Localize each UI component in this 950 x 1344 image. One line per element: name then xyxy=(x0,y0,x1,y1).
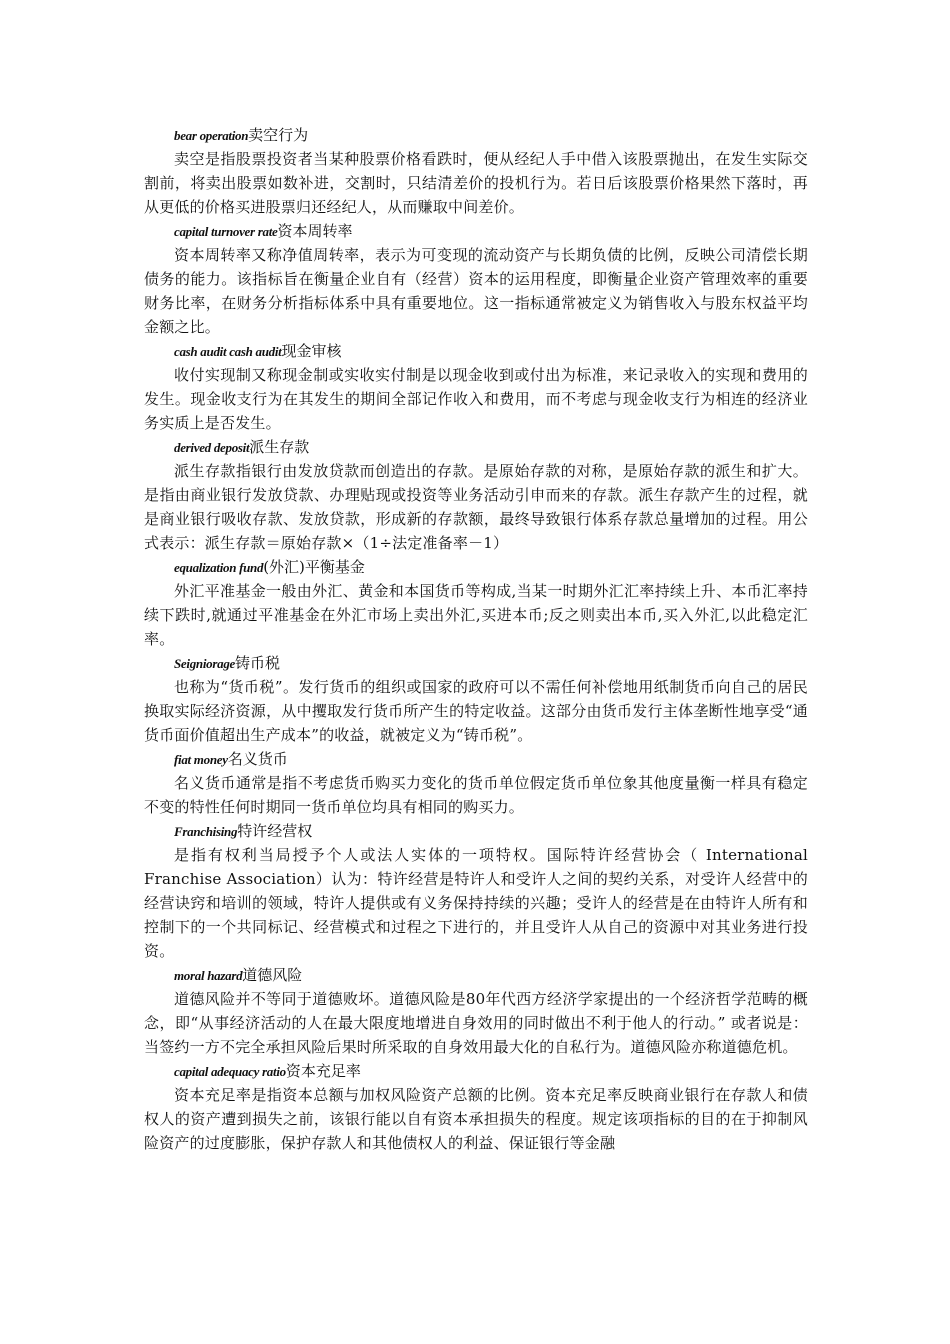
term-english: cash audit cash audit xyxy=(174,344,282,359)
term-english: derived deposit xyxy=(174,440,250,455)
term-english: bear operation xyxy=(174,128,249,143)
term-heading xyxy=(144,1059,808,1083)
glossary-entry-franchising xyxy=(144,819,808,963)
term-heading xyxy=(144,555,808,579)
glossary-content xyxy=(144,123,808,1155)
glossary-entry-seigniorage xyxy=(144,651,808,747)
term-definition: 名义货币通常是指不考虑货币购买力变化的货币单位假定货币单位象其他度量衡一样具有稳定不变的特性任何时期同一货币单位均具有相同的购买力。 xyxy=(144,774,808,816)
glossary-entry-bear-operation xyxy=(144,123,808,219)
term-english: Seigniorage xyxy=(174,656,235,671)
glossary-entry-equalization-fund xyxy=(144,555,808,651)
glossary-entry-fiat-money xyxy=(144,747,808,819)
term-chinese: 特许经营权 xyxy=(237,822,313,840)
term-heading xyxy=(144,123,808,147)
term-english: fiat money xyxy=(174,752,228,767)
glossary-entry-moral-hazard xyxy=(144,963,808,1059)
term-heading xyxy=(144,963,808,987)
glossary-entry-capital-adequacy-ratio xyxy=(144,1059,808,1155)
glossary-entry-capital-turnover-rate xyxy=(144,219,808,339)
term-english: Franchising xyxy=(174,824,238,839)
term-definition: 资本充足率是指资本总额与加权风险资产总额的比例。资本充足率反映商业银行在存款人和债权人的资产遭到损失之前，该银行能以自有资本承担损失的程度。规定该项指标的目的在于抑制风险资产的过度膨胀，保护存款人和其他债权人的利益、保证银行等金融 xyxy=(144,1086,808,1152)
term-definition: 外汇平准基金一般由外汇、黄金和本国货币等构成,当某一时期外汇汇率持续上升、本币汇率持续下跌时,就通过平准基金在外汇市场上卖出外汇,买进本币;反之则卖出本币,买入外汇,以此稳定汇率。 xyxy=(144,582,808,648)
glossary-entry-derived-deposit xyxy=(144,435,808,555)
term-definition: 派生存款指银行由发放贷款而创造出的存款。是原始存款的对称，是原始存款的派生和扩大。是指由商业银行发放贷款、办理贴现或投资等业务活动引申而来的存款。派生存款产生的过程，就是商业银行吸收存款、发放贷款，形成新的存款额，最终导致银行体系存款总量增加的过程。用公式表示：派生存款＝原始存款×（1÷法定准备率－1） xyxy=(144,462,808,552)
term-definition: 道德风险并不等同于道德败坏。道德风险是80年代西方经济学家提出的一个经济哲学范畴的概念，即“从事经济活动的人在最大限度地增进自身效用的同时做出不利于他人的行动。” 或者说是：当签约一方不完全承担风险后果时所采取的自身效用最大化的自私行为。道德风险亦称道德危机。 xyxy=(144,990,808,1056)
term-chinese: 派生存款 xyxy=(249,438,310,456)
term-heading xyxy=(144,651,808,675)
term-chinese: (外汇)平衡基金 xyxy=(263,558,365,576)
term-heading xyxy=(144,219,808,243)
term-heading xyxy=(144,435,808,459)
term-english: capital turnover rate xyxy=(174,224,278,239)
term-definition: 是指有权利当局授予个人或法人实体的一项特权。国际特许经营协会（ International Franchise Association）认为：特许经营是特许人和受许人之间的契约关系，对受许人经营中的经营诀窍和培训的领域，特许人提供或有义务保持持续的兴趣；受许人的经营是在由特许人所有和控制下的一个共同标记、经营模式和过程之下进行的，并且受许人从自己的资源中对其业务进行投资。 xyxy=(144,846,808,960)
term-definition: 收付实现制又称现金制或实收实付制是以现金收到或付出为标准，来记录收入的实现和费用的发生。现金收支行为在其发生的期间全部记作收入和费用，而不考虑与现金收支行为相连的经济业务实质上是否发生。 xyxy=(144,366,808,432)
term-english: equalization fund xyxy=(174,560,264,575)
term-english: capital adequacy ratio xyxy=(174,1064,286,1079)
term-chinese: 名义货币 xyxy=(227,750,288,768)
glossary-entry-cash-audit xyxy=(144,339,808,435)
term-definition: 卖空是指股票投资者当某种股票价格看跌时，便从经纪人手中借入该股票抛出，在发生实际交割前，将卖出股票如数补进，交割时，只结清差价的投机行为。若日后该股票价格果然下落时，再从更低的价格买进股票归还经纪人，从而赚取中间差价。 xyxy=(144,150,808,216)
term-chinese: 资本周转率 xyxy=(277,222,353,240)
term-english: moral hazard xyxy=(174,968,243,983)
term-heading xyxy=(144,339,808,363)
term-chinese: 现金审核 xyxy=(281,342,342,360)
term-heading xyxy=(144,747,808,771)
term-definition: 资本周转率又称净值周转率，表示为可变现的流动资产与长期负债的比例，反映公司清偿长期债务的能力。该指标旨在衡量企业自有（经营）资本的运用程度，即衡量企业资产管理效率的重要财务比率，在财务分析指标体系中具有重要地位。这一指标通常被定义为销售收入与股东权益平均金额之比。 xyxy=(144,246,808,336)
term-heading xyxy=(144,819,808,843)
term-chinese: 卖空行为 xyxy=(248,126,309,144)
term-chinese: 铸币税 xyxy=(234,654,280,672)
term-chinese: 资本充足率 xyxy=(285,1062,361,1080)
term-definition: 也称为“货币税”。发行货币的组织或国家的政府可以不需任何补偿地用纸制货币向自己的居民换取实际经济资源，从中攫取发行货币所产生的特定收益。这部分由货币发行主体垄断性地享受“通货币面价值超出生产成本”的收益，就被定义为“铸币税”。 xyxy=(144,678,808,744)
term-chinese: 道德风险 xyxy=(242,966,303,984)
